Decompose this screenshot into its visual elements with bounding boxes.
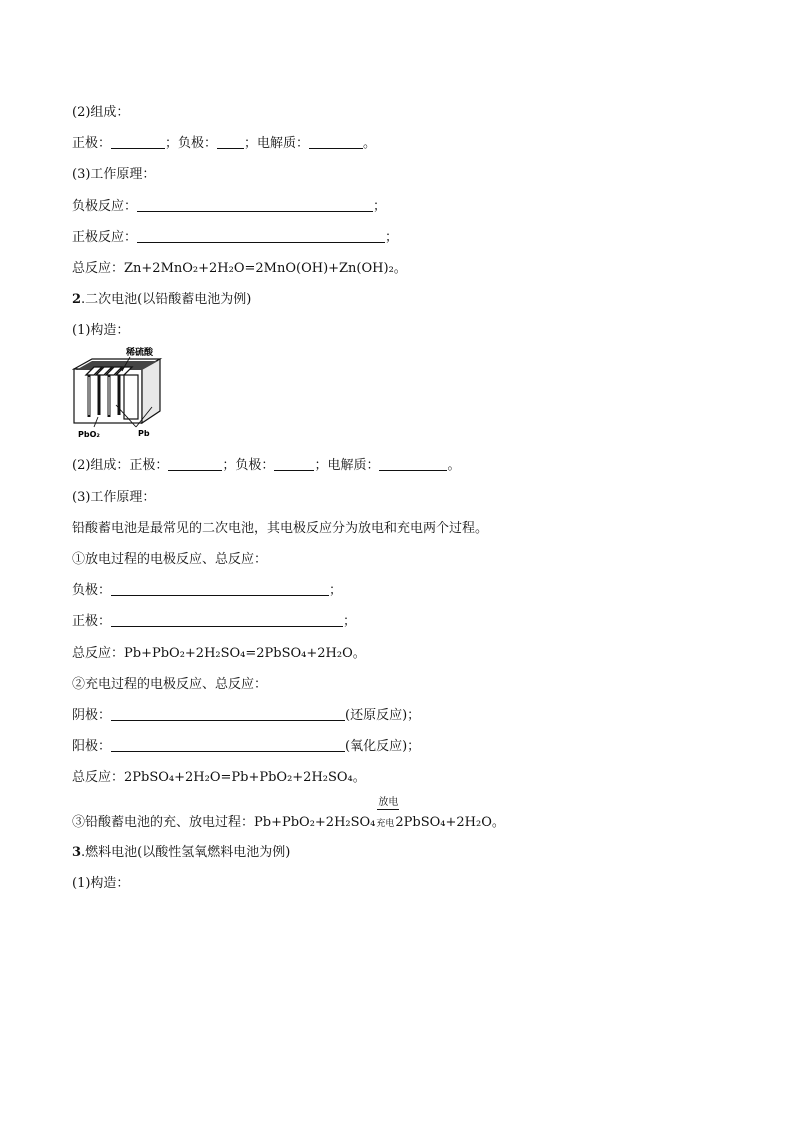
positive-label: (2)组成：正极： bbox=[72, 458, 169, 473]
electrolyte-blank[interactable] bbox=[309, 136, 363, 149]
lead-acid-intro: 铅酸蓄电池是最常见的二次电池，其电极反应分为放电和充电两个过程。 bbox=[72, 521, 489, 536]
discharge-negative-blank[interactable] bbox=[111, 583, 329, 596]
reduction-note: (还原反应)； bbox=[345, 708, 421, 723]
negative-blank[interactable] bbox=[217, 136, 244, 149]
cycle-reactants: ③铅酸蓄电池的充、放电过程：Pb+PbO₂+2H₂SO₄ bbox=[72, 815, 376, 830]
negative-label: 负极： bbox=[72, 583, 112, 598]
section-3-heading bbox=[72, 845, 290, 861]
lead-acid-battery-diagram bbox=[72, 345, 172, 445]
charge-discharge-cycle bbox=[72, 797, 505, 832]
reversible-arrow bbox=[375, 797, 399, 832]
discharge-condition: 放电 bbox=[378, 797, 399, 808]
electrolyte-label: ；电解质： bbox=[244, 136, 310, 151]
discharge-heading: ①放电过程的电极反应、总反应： bbox=[72, 552, 268, 567]
discharge-negative-line bbox=[72, 583, 342, 599]
negative-label: ；负极： bbox=[165, 136, 218, 151]
composition-heading: (2)组成： bbox=[72, 105, 130, 120]
positive-blank[interactable] bbox=[111, 136, 165, 149]
positive-reaction-blank[interactable] bbox=[137, 230, 385, 243]
electrolyte-label: ；电解质： bbox=[314, 458, 380, 473]
positive-label: 正极： bbox=[72, 614, 112, 629]
section-2-heading bbox=[72, 292, 251, 308]
semicolon: ； bbox=[329, 583, 343, 598]
discharge-positive-blank[interactable] bbox=[111, 614, 343, 627]
period: 。 bbox=[363, 136, 377, 151]
positive-reaction-line bbox=[72, 230, 398, 246]
section-title: .二次电池(以铅酸蓄电池为例) bbox=[81, 292, 252, 307]
charge-condition: 充电 bbox=[376, 819, 395, 829]
positive-reaction-label: 正极反应： bbox=[72, 230, 138, 245]
cathode-line bbox=[72, 708, 420, 724]
principle-heading: (3)工作原理： bbox=[72, 167, 156, 182]
pbo2-label: PbO₂ bbox=[78, 430, 100, 439]
cathode-label: 阴极： bbox=[72, 708, 112, 723]
positive-label: 正极： bbox=[72, 136, 112, 151]
electrolyte-blank[interactable] bbox=[379, 458, 447, 471]
section-number: 2 bbox=[72, 292, 82, 307]
oxidation-note: (氧化反应)； bbox=[345, 739, 421, 754]
negative-reaction-line bbox=[72, 199, 386, 215]
composition-line-2 bbox=[72, 458, 460, 474]
composition-line bbox=[72, 136, 376, 152]
period: 。 bbox=[447, 458, 461, 473]
section-title: .燃料电池(以酸性氢氧燃料电池为例) bbox=[81, 845, 291, 860]
cathode-blank[interactable] bbox=[111, 708, 345, 721]
semicolon: ； bbox=[373, 199, 387, 214]
structure-heading: (1)构造： bbox=[72, 323, 130, 338]
discharge-total-reaction: 总反应：Pb+PbO₂+2H₂SO₄=2PbSO₄+2H₂O。 bbox=[72, 646, 366, 661]
positive-blank[interactable] bbox=[168, 458, 222, 471]
charge-total-reaction: 总反应：2PbSO₄+2H₂O=Pb+PbO₂+2H₂SO₄。 bbox=[72, 770, 366, 785]
negative-reaction-label: 负极反应： bbox=[72, 199, 138, 214]
negative-label: ；负极： bbox=[222, 458, 275, 473]
fuel-cell-structure-heading: (1)构造： bbox=[72, 876, 130, 891]
sulfuric-acid-label: 稀硫酸 bbox=[126, 348, 154, 358]
pb-label: Pb bbox=[138, 429, 150, 438]
discharge-positive-line bbox=[72, 614, 356, 630]
semicolon: ； bbox=[385, 230, 399, 245]
cycle-products: 2PbSO₄+2H₂O。 bbox=[395, 815, 505, 830]
charge-heading: ②充电过程的电极反应、总反应： bbox=[72, 677, 268, 692]
anode-label: 阳极： bbox=[72, 739, 112, 754]
principle-heading-2: (3)工作原理： bbox=[72, 490, 156, 505]
zinc-total-reaction: 总反应：Zn+2MnO₂+2H₂O=2MnO(OH)+Zn(OH)₂。 bbox=[72, 261, 407, 276]
negative-reaction-blank[interactable] bbox=[137, 199, 373, 212]
anode-blank[interactable] bbox=[111, 739, 345, 752]
negative-blank[interactable] bbox=[274, 458, 314, 471]
section-number: 3 bbox=[72, 845, 82, 860]
semicolon: ； bbox=[343, 614, 357, 629]
anode-line bbox=[72, 739, 420, 755]
